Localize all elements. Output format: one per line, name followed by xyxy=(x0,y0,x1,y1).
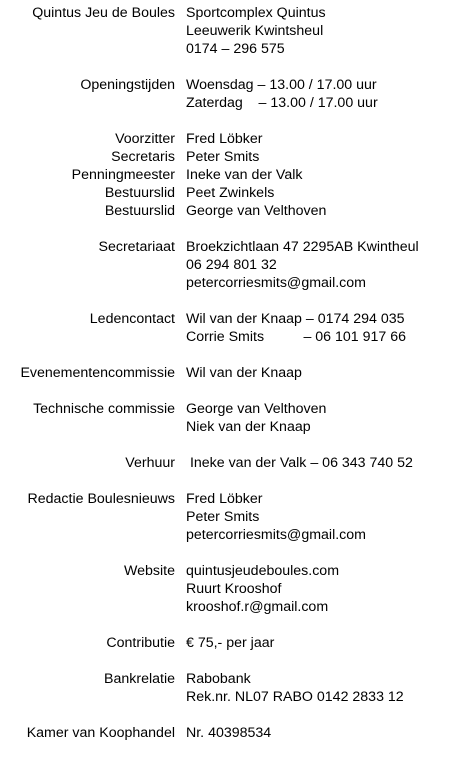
info-section xyxy=(0,562,474,616)
section-values xyxy=(175,130,474,220)
section-values xyxy=(175,238,474,292)
section-values xyxy=(175,724,474,742)
info-section xyxy=(0,670,474,706)
section-values xyxy=(175,490,474,544)
field-label: Ledencontact xyxy=(89,311,175,327)
field-value: Fred Löbker xyxy=(186,491,263,507)
field-value: Zaterdag – 13.00 / 17.00 uur xyxy=(186,95,378,111)
field-value: Peter Smits xyxy=(186,509,260,525)
info-section xyxy=(0,4,474,58)
field-label: Contributie xyxy=(106,635,175,651)
section-labels xyxy=(0,76,175,112)
field-label: Bestuurslid xyxy=(104,185,175,201)
section-values xyxy=(175,310,474,346)
info-section xyxy=(0,238,474,292)
section-values xyxy=(175,670,474,706)
section-labels xyxy=(0,238,175,292)
contact-info-sheet xyxy=(0,4,474,760)
section-labels xyxy=(0,490,175,544)
field-label: Secretaris xyxy=(111,149,175,165)
info-section xyxy=(0,634,474,652)
section-labels xyxy=(0,130,175,220)
field-value: Broekzichtlaan 47 2295AB Kwintheul xyxy=(186,239,419,255)
section-values xyxy=(175,454,474,472)
section-labels xyxy=(0,634,175,652)
section-labels xyxy=(0,454,175,472)
section-values xyxy=(175,634,474,652)
info-section xyxy=(0,400,474,436)
field-value: Nr. 40398534 xyxy=(186,725,272,741)
section-values xyxy=(175,364,474,382)
field-value: quintusjeudeboules.com xyxy=(186,563,340,579)
section-values xyxy=(175,76,474,112)
section-values xyxy=(175,400,474,436)
field-value: € 75,- per jaar xyxy=(186,635,275,651)
field-value: Ineke van der Valk xyxy=(186,167,303,183)
field-label: Redactie Boulesnieuws xyxy=(27,491,175,507)
info-section xyxy=(0,364,474,382)
field-label: Penningmeester xyxy=(71,167,175,183)
field-label: Technische commissie xyxy=(33,401,175,417)
field-label: Openingstijden xyxy=(80,77,175,93)
field-value: Rek.nr. NL07 RABO 0142 2833 12 xyxy=(186,689,404,705)
section-labels xyxy=(0,724,175,742)
info-section xyxy=(0,724,474,742)
info-section xyxy=(0,76,474,112)
field-value: 0174 – 296 575 xyxy=(186,41,285,57)
field-value: Niek van der Knaap xyxy=(186,419,311,435)
section-labels xyxy=(0,364,175,382)
field-label: Evenementencommissie xyxy=(20,365,175,381)
section-values xyxy=(175,4,474,58)
section-labels xyxy=(0,670,175,706)
field-value: George van Velthoven xyxy=(186,203,327,219)
section-labels xyxy=(0,4,175,58)
info-section xyxy=(0,454,474,472)
section-values xyxy=(175,562,474,616)
field-value: Peter Smits xyxy=(186,149,260,165)
section-labels xyxy=(0,562,175,616)
field-value: Rabobank xyxy=(186,671,251,687)
field-value: Leeuwerik Kwintsheul xyxy=(186,23,324,39)
info-section xyxy=(0,310,474,346)
field-label: Website xyxy=(124,563,175,579)
field-value: Wil van der Knaap – 0174 294 035 xyxy=(186,311,405,327)
field-value: krooshof.r@gmail.com xyxy=(186,599,329,615)
field-value: Woensdag – 13.00 / 17.00 uur xyxy=(186,77,377,93)
field-value: Fred Löbker xyxy=(186,131,263,147)
field-label: Bankrelatie xyxy=(104,671,175,687)
field-value: petercorriesmits@gmail.com xyxy=(186,527,366,543)
field-value: Sportcomplex Quintus xyxy=(186,5,326,21)
field-label: Kamer van Koophandel xyxy=(26,725,175,741)
field-value: 06 294 801 32 xyxy=(186,257,277,273)
info-section xyxy=(0,130,474,220)
field-label: Voorzitter xyxy=(115,131,175,147)
field-label: Bestuurslid xyxy=(104,203,175,219)
field-value: Corrie Smits – 06 101 917 66 xyxy=(186,329,407,345)
section-labels xyxy=(0,310,175,346)
field-value: Ruurt Krooshof xyxy=(186,581,282,597)
field-value: Ineke van der Valk – 06 343 740 52 xyxy=(186,455,413,471)
field-label: Quintus Jeu de Boules xyxy=(32,5,175,21)
field-value: petercorriesmits@gmail.com xyxy=(186,275,366,291)
info-section xyxy=(0,490,474,544)
field-value: Peet Zwinkels xyxy=(186,185,275,201)
field-label: Secretariaat xyxy=(98,239,175,255)
field-value: George van Velthoven xyxy=(186,401,327,417)
field-label: Verhuur xyxy=(125,455,175,471)
field-value: Wil van der Knaap xyxy=(186,365,302,381)
section-labels xyxy=(0,400,175,436)
